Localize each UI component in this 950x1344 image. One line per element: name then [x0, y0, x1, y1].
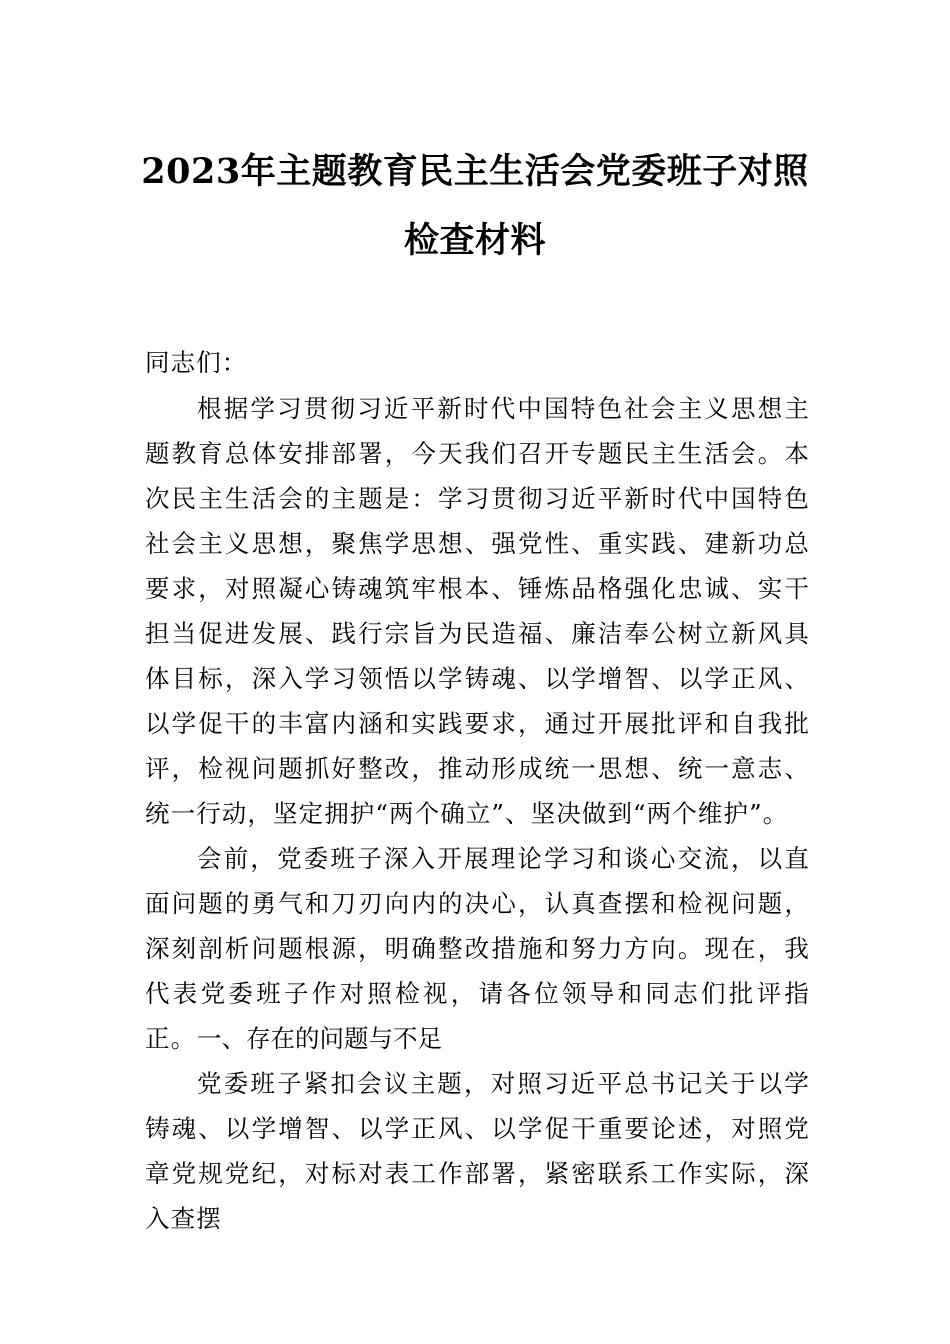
document-title-line-2: 检查材料	[403, 220, 546, 261]
paragraph-problems: 党委班子紧扣会议主题，对照习近平总书记关于以学铸魂、以学增智、以学正风、以学促干重要论述，对照党章党规党纪，对标对表工作部署，紧密联系工作实际，深入查摆	[145, 1069, 810, 1233]
document-title-line-1: 2023年主题教育民主生活会党委班子对照	[141, 151, 809, 192]
greeting: 同志们：	[145, 348, 248, 377]
paragraph-intro: 根据学习贯彻习近平新时代中国特色社会主义思想主题教育总体安排部署，今天我们召开专题民主生活会。本次民主生活会的主题是：学习贯彻习近平新时代中国特色社会主义思想，聚焦学思想、强党性、重实践、建新功总要求，对照凝心铸魂筑牢根本、锤炼品格强化忠诚、实干担当促进发展、践行宗旨为民造福、廉洁奉公树立新风具体目标，深入学习领悟以学铸魂、以学增智、以学正风、以学促干的丰富内涵和实践要求，通过开展批评和自我批评，检视问题抓好整改，推动形成统一思想、统一意志、统一行动，坚定拥护“两个确立”、坚决做到“两个维护”。	[145, 394, 810, 828]
section-heading: 一、存在的问题与不足	[197, 1024, 442, 1053]
paragraph-preparation: 会前，党委班子深入开展理论学习和谈心交流，以直面问题的勇气和刀刃向内的决心，认真查摆和检视问题，深刻剖析问题根源，明确整改措施和努力方向。现在，我代表党委班子作对照检视，请各位领导和同志们批评指正。	[145, 844, 810, 1053]
